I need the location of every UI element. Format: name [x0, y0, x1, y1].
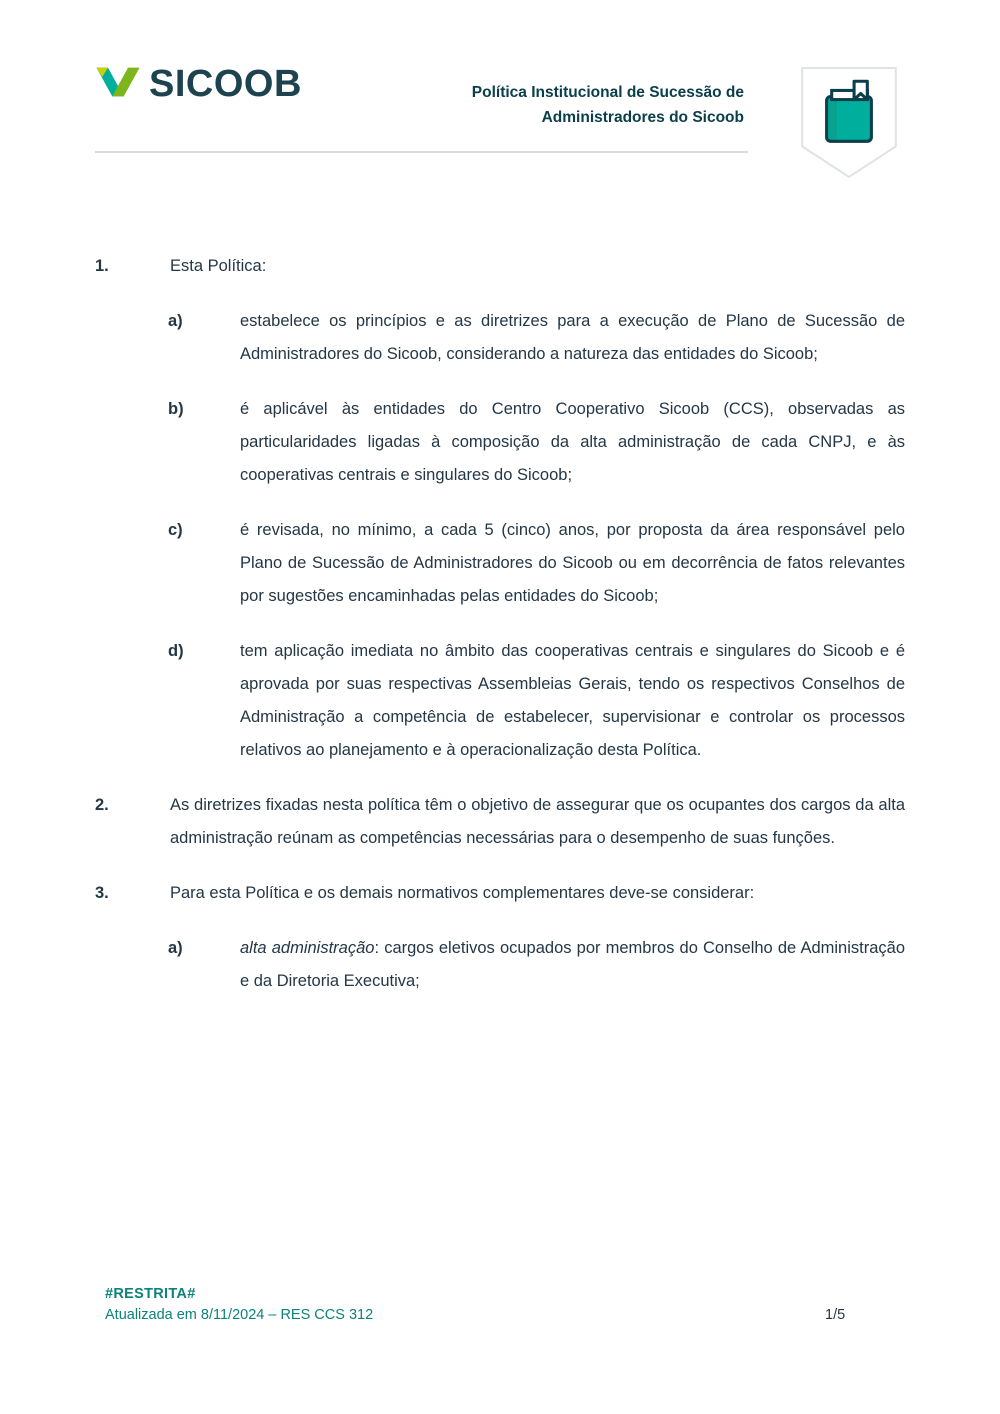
sicoob-logo-icon [95, 62, 141, 107]
sub-item-letter: c) [168, 521, 183, 539]
item-text: Esta Política: [170, 257, 267, 275]
sub-item-letter: d) [168, 642, 184, 660]
document-title [472, 80, 744, 130]
header-divider [95, 151, 748, 153]
sub-item-letter: a) [168, 939, 183, 957]
item-text: Para esta Política e os demais normativos complementares deve-se considerar: [170, 884, 755, 902]
document-body [95, 250, 905, 1020]
numbered-item-1 [95, 250, 905, 283]
sub-item-1c [168, 514, 905, 613]
definition-text: : cargos eletivos ocupados por membros do Conselho de Administração e da Diretoria Executiva; [240, 939, 905, 990]
sub-item-1a [168, 305, 905, 371]
sicoob-logo [95, 62, 302, 107]
item-number: 1. [95, 257, 109, 275]
item-text: As diretrizes fixadas nesta política têm o objetivo de assegurar que os ocupantes dos cargos da alta administração reúnam as competências necessárias para o desempenho de suas funções. [170, 796, 905, 847]
sub-item-text: é revisada, no mínimo, a cada 5 (cinco) anos, por proposta da área responsável pelo Plano de Sucessão de Administradores do Sicoob ou em decorrência de fatos relevantes por sugestões encaminhadas pelas entidades do Sicoob; [240, 521, 905, 605]
numbered-item-3 [95, 877, 905, 910]
updated-info: Atualizada em 8/11/2024 – RES CCS 312 [105, 1307, 374, 1323]
sub-item-text: estabelece os princípios e as diretrizes para a execução de Plano de Sucessão de Administradores do Sicoob, considerando a natureza das entidades do Sicoob; [240, 312, 905, 363]
sub-item-1b [168, 393, 905, 492]
sub-item-text: é aplicável às entidades do Centro Cooperativo Sicoob (CCS), observadas as particularidades ligadas à composição da alta administração de cada CNPJ, e às cooperativas centrais e singulares do Sicoob; [240, 400, 905, 484]
sub-item-letter: b) [168, 400, 184, 418]
defined-term: alta administração [240, 939, 375, 957]
policy-badge [798, 66, 900, 185]
document-title-line-1: Política Institucional de Sucessão de [471, 84, 744, 101]
sub-item-letter: a) [168, 312, 183, 330]
restricted-marker: #RESTRITA# [105, 1286, 196, 1302]
sub-item-1d [168, 635, 905, 767]
document-header [0, 0, 1000, 180]
item-number: 3. [95, 884, 109, 902]
page-number: 1/5 [825, 1307, 846, 1323]
sicoob-logo-text: SICOOB [149, 63, 302, 105]
item-number: 2. [95, 796, 109, 814]
document-title-line-2: Administradores do Sicoob [541, 109, 744, 126]
document-footer [105, 1286, 373, 1323]
sub-item-text: tem aplicação imediata no âmbito das cooperativas centrais e singulares do Sicoob e é aprovada por suas respectivas Assembleias Gerais, tendo os respectivos Conselhos de Administração a competência de estabelecer, supervisionar e controlar os processos relativos ao planejamento e à operacionalização desta Política. [240, 642, 905, 759]
numbered-item-2 [95, 789, 905, 855]
sub-item-3a [168, 932, 905, 998]
sub-item-text [240, 932, 905, 998]
book-shield-icon [798, 167, 900, 184]
